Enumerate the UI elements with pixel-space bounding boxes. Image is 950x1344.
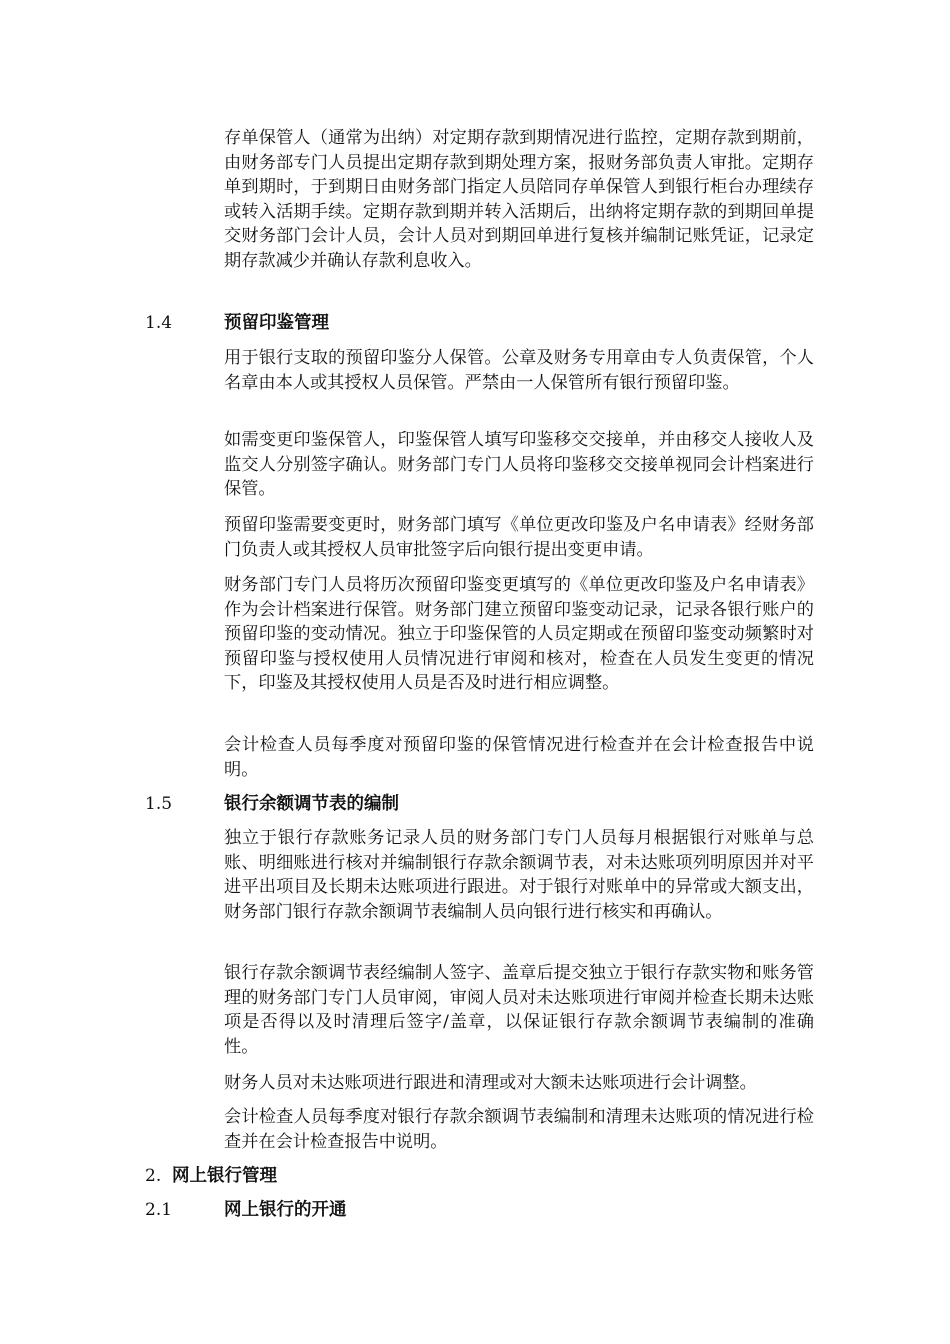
paragraph-time-deposit: 存单保管人（通常为出纳）对定期存款到期情况进行监控，定期存款到期前，由财务部专门人员提出定期存款到期处理方案，报财务部负责人审批。定期存单到期时，于到期日由财务部门指定人员陪同存单保管人到银行柜台办理续存或转入活期手续。定期存款到期并转入活期后，出纳将定期存款的到期回单提交财务部门会计人员，会计人员对到期回单进行复核并编制记账凭证，记录定期存款减少并确认存款利息收入。 (224, 128, 814, 271)
paragraph-seal-handover: 如需变更印鉴保管人，印鉴保管人填写印鉴移交交接单，并由移交人接收人及监交人分别签字确认。财务部门专门人员将印鉴移交交接单视同会计档案进行保管。 (224, 430, 814, 500)
section-number-2: 2. (145, 1166, 162, 1186)
section-title-2: 网上银行管理 (172, 1166, 277, 1186)
paragraph-reconciliation-prepare: 独立于银行存款账务记录人员的财务部门专门人员每月根据银行对账单与总账、明细账进行核对并编制银行存款余额调节表，对未达账项列明原因并对平进平出项目及长期未达账项进行跟进。对于银行对账单中的异常或大额支出，财务部门银行存款余额调节表编制人员向银行进行核实和再确认。 (224, 828, 814, 922)
paragraph-reconciliation-followup: 财务人员对未达账项进行跟进和清理或对大额未达账项进行会计调整。 (224, 1073, 757, 1093)
paragraph-seal-change: 预留印鉴需要变更时，财务部门填写《单位更改印鉴及户名申请表》经财务部门负责人或其授权人员审批签字后向银行提出变更申请。 (224, 515, 814, 560)
paragraph-seal-custody: 用于银行支取的预留印鉴分人保管。公章及财务专用章由专人负责保管，个人名章由本人或其授权人员保管。严禁由一人保管所有银行预留印鉴。 (224, 348, 814, 393)
section-title-1-5: 银行余额调节表的编制 (224, 794, 399, 814)
paragraph-reconciliation-review: 银行存款余额调节表经编制人签字、盖章后提交独立于银行存款实物和账务管理的财务部门专门人员审阅，审阅人员对未达账项进行审阅并检查长期未达账项是否得以及时清理后签字/盖章，以保证银行存款余额调节表编制的准确性。 (224, 963, 814, 1057)
section-number-2-1: 2.1 (145, 1200, 173, 1220)
section-number-1-4: 1.4 (145, 313, 173, 333)
paragraph-seal-inspection: 会计检查人员每季度对预留印鉴的保管情况进行检查并在会计检查报告中说明。 (224, 735, 814, 780)
section-title-1-4: 预留印鉴管理 (224, 313, 329, 333)
paragraph-seal-records: 财务部门专门人员将历次预留印鉴变更填写的《单位更改印鉴及户名申请表》作为会计档案进行保管。财务部门建立预留印鉴变动记录，记录各银行账户的预留印鉴的变动情况。独立于印鉴保管的人员定期或在预留印鉴变动频繁时对预留印鉴与授权使用人员情况进行审阅和核对，检查在人员发生变更的情况下，印鉴及其授权使用人员是否及时进行相应调整。 (224, 575, 814, 694)
paragraph-reconciliation-inspection: 会计检查人员每季度对银行存款余额调节表编制和清理未达账项的情况进行检查并在会计检查报告中说明。 (224, 1107, 814, 1152)
section-title-2-1: 网上银行的开通 (224, 1200, 347, 1220)
section-number-1-5: 1.5 (145, 794, 173, 814)
